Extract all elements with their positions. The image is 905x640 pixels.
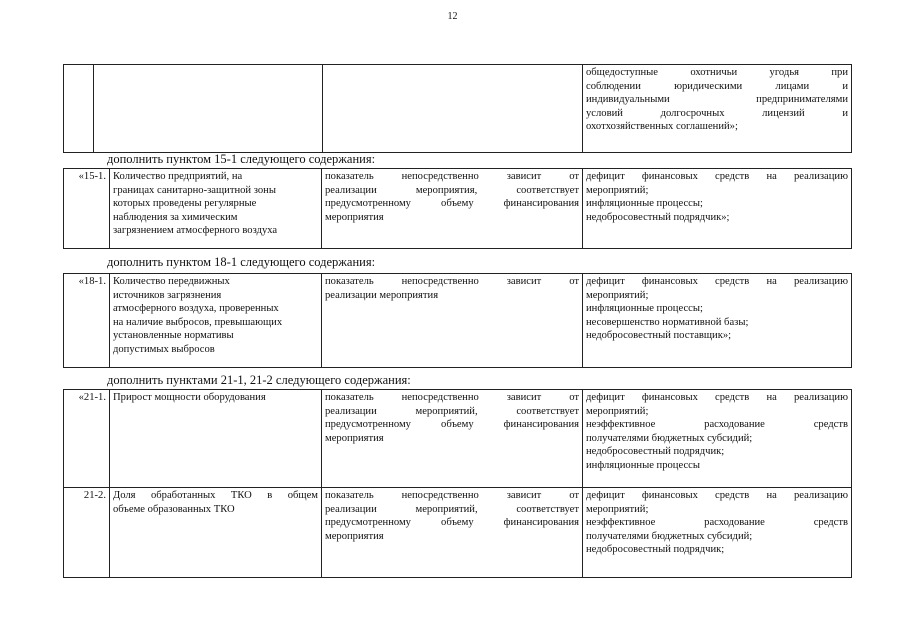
name-line: загрязнением атмосферного воздуха: [113, 225, 278, 237]
table-row: [64, 65, 852, 153]
dependence-cell: [323, 65, 583, 153]
dependence-line: реализации мероприятий, соответствует: [325, 405, 579, 417]
risks-line: инфляционные процессы;: [586, 198, 703, 210]
name-line: атмосферного воздуха, проверенных: [113, 303, 279, 315]
risks-line: соблюдении юридическими лицами и: [586, 80, 848, 92]
num-cell: 21-2.: [64, 488, 110, 578]
dependence-cell: [322, 390, 583, 488]
name-line: Прирост мощности оборудования: [113, 392, 266, 403]
name-line: Количество передвижных: [113, 276, 230, 287]
table-row: [64, 488, 852, 578]
dependence-line: мероприятия: [325, 211, 384, 223]
risks-cell: [583, 390, 852, 488]
name-line: источников загрязнения: [113, 289, 222, 301]
dependence-line: показатель непосредственно зависит от: [325, 276, 579, 287]
risks-line: мероприятий;: [586, 503, 649, 515]
name-cell: [110, 274, 322, 368]
dependence-line: предусмотренному объему финансирования: [325, 198, 579, 210]
name-line: Количество предприятий, на: [113, 171, 243, 182]
num-cell: [64, 65, 94, 153]
dependence-line: предусмотренному объему финансирования: [325, 419, 579, 431]
name-line: Доля обработанных ТКО в общем: [113, 490, 318, 501]
risks-line: недобросовестный подрядчик;: [586, 446, 725, 458]
risks-line: мероприятий;: [586, 405, 649, 417]
risks-cell: [583, 488, 852, 578]
table-row: [64, 390, 852, 488]
risks-line: неэффективное расходование средств: [586, 419, 848, 431]
name-line: которых проведены регулярные: [113, 198, 257, 210]
name-line: объеме образованных ТКО: [113, 503, 235, 515]
section-intro: дополнить пунктом 18-1 следующего содержания:: [107, 255, 376, 269]
num-cell: «21-1.: [64, 390, 110, 488]
table-row: [64, 169, 852, 249]
continued-table: [63, 64, 852, 153]
risks-line: дефицит финансовых средств на реализацию: [586, 171, 848, 182]
name-cell: [110, 390, 322, 488]
dependence-cell: [322, 488, 583, 578]
risks-cell: [583, 274, 852, 368]
dependence-cell: [322, 169, 583, 249]
name-line: на наличие выбросов, превышающих: [113, 316, 283, 328]
name-line: установленные нормативы: [113, 330, 234, 342]
risks-line: условий долгосрочных лицензий и: [586, 107, 848, 119]
dependence-line: реализации мероприятий, соответствует: [325, 503, 579, 515]
name-cell: [110, 488, 322, 578]
dependence-line: реализации мероприятия, соответствует: [325, 184, 579, 196]
risks-cell: [583, 65, 852, 153]
name-cell: [94, 65, 323, 153]
risks-line: мероприятий;: [586, 184, 649, 196]
section-table: [63, 273, 852, 368]
risks-line: несовершенство нормативной базы;: [586, 316, 749, 328]
name-line: наблюдения за химическим: [113, 211, 238, 223]
risks-line: дефицит финансовых средств на реализацию: [586, 276, 848, 287]
risks-line: индивидуальными предпринимателями: [586, 94, 848, 106]
risks-line: дефицит финансовых средств на реализацию: [586, 490, 848, 501]
risks-line: общедоступные охотничьи угодья при: [586, 67, 848, 78]
risks-line: охотхозяйственных соглашений»;: [586, 121, 738, 133]
risks-cell: [583, 169, 852, 249]
dependence-line: показатель непосредственно зависит от: [325, 171, 579, 182]
section-intro: дополнить пунктом 15-1 следующего содержания:: [107, 152, 376, 166]
num-cell: «15-1.: [64, 169, 110, 249]
name-cell: [110, 169, 322, 249]
risks-line: инфляционные процессы;: [586, 303, 703, 315]
dependence-line: мероприятия: [325, 530, 384, 542]
section-intro: дополнить пунктами 21-1, 21-2 следующего содержания:: [107, 373, 411, 387]
section-table: [63, 389, 852, 578]
risks-line: мероприятий;: [586, 289, 649, 301]
dependence-line: показатель непосредственно зависит от: [325, 392, 579, 403]
risks-line: дефицит финансовых средств на реализацию: [586, 392, 848, 403]
dependence-line: показатель непосредственно зависит от: [325, 490, 579, 501]
risks-line: недобросовестный подрядчик»;: [586, 211, 730, 223]
name-line: границах санитарно-защитной зоны: [113, 184, 276, 196]
dependence-line: реализации мероприятия: [325, 289, 439, 301]
dependence-line: мероприятия: [325, 432, 384, 444]
dependence-line: предусмотренному объему финансирования: [325, 517, 579, 529]
section-table: [63, 168, 852, 249]
risks-line: инфляционные процессы: [586, 459, 700, 471]
risks-line: получателями бюджетных субсидий;: [586, 530, 753, 542]
dependence-cell: [322, 274, 583, 368]
num-cell: «18-1.: [64, 274, 110, 368]
risks-line: недобросовестный поставщик»;: [586, 330, 732, 342]
name-line: допустимых выбросов: [113, 343, 215, 355]
risks-line: неэффективное расходование средств: [586, 517, 848, 529]
risks-line: получателями бюджетных субсидий;: [586, 432, 753, 444]
risks-line: недобросовестный подрядчик;: [586, 544, 725, 556]
page-number: 12: [447, 11, 458, 22]
table-row: [64, 274, 852, 368]
